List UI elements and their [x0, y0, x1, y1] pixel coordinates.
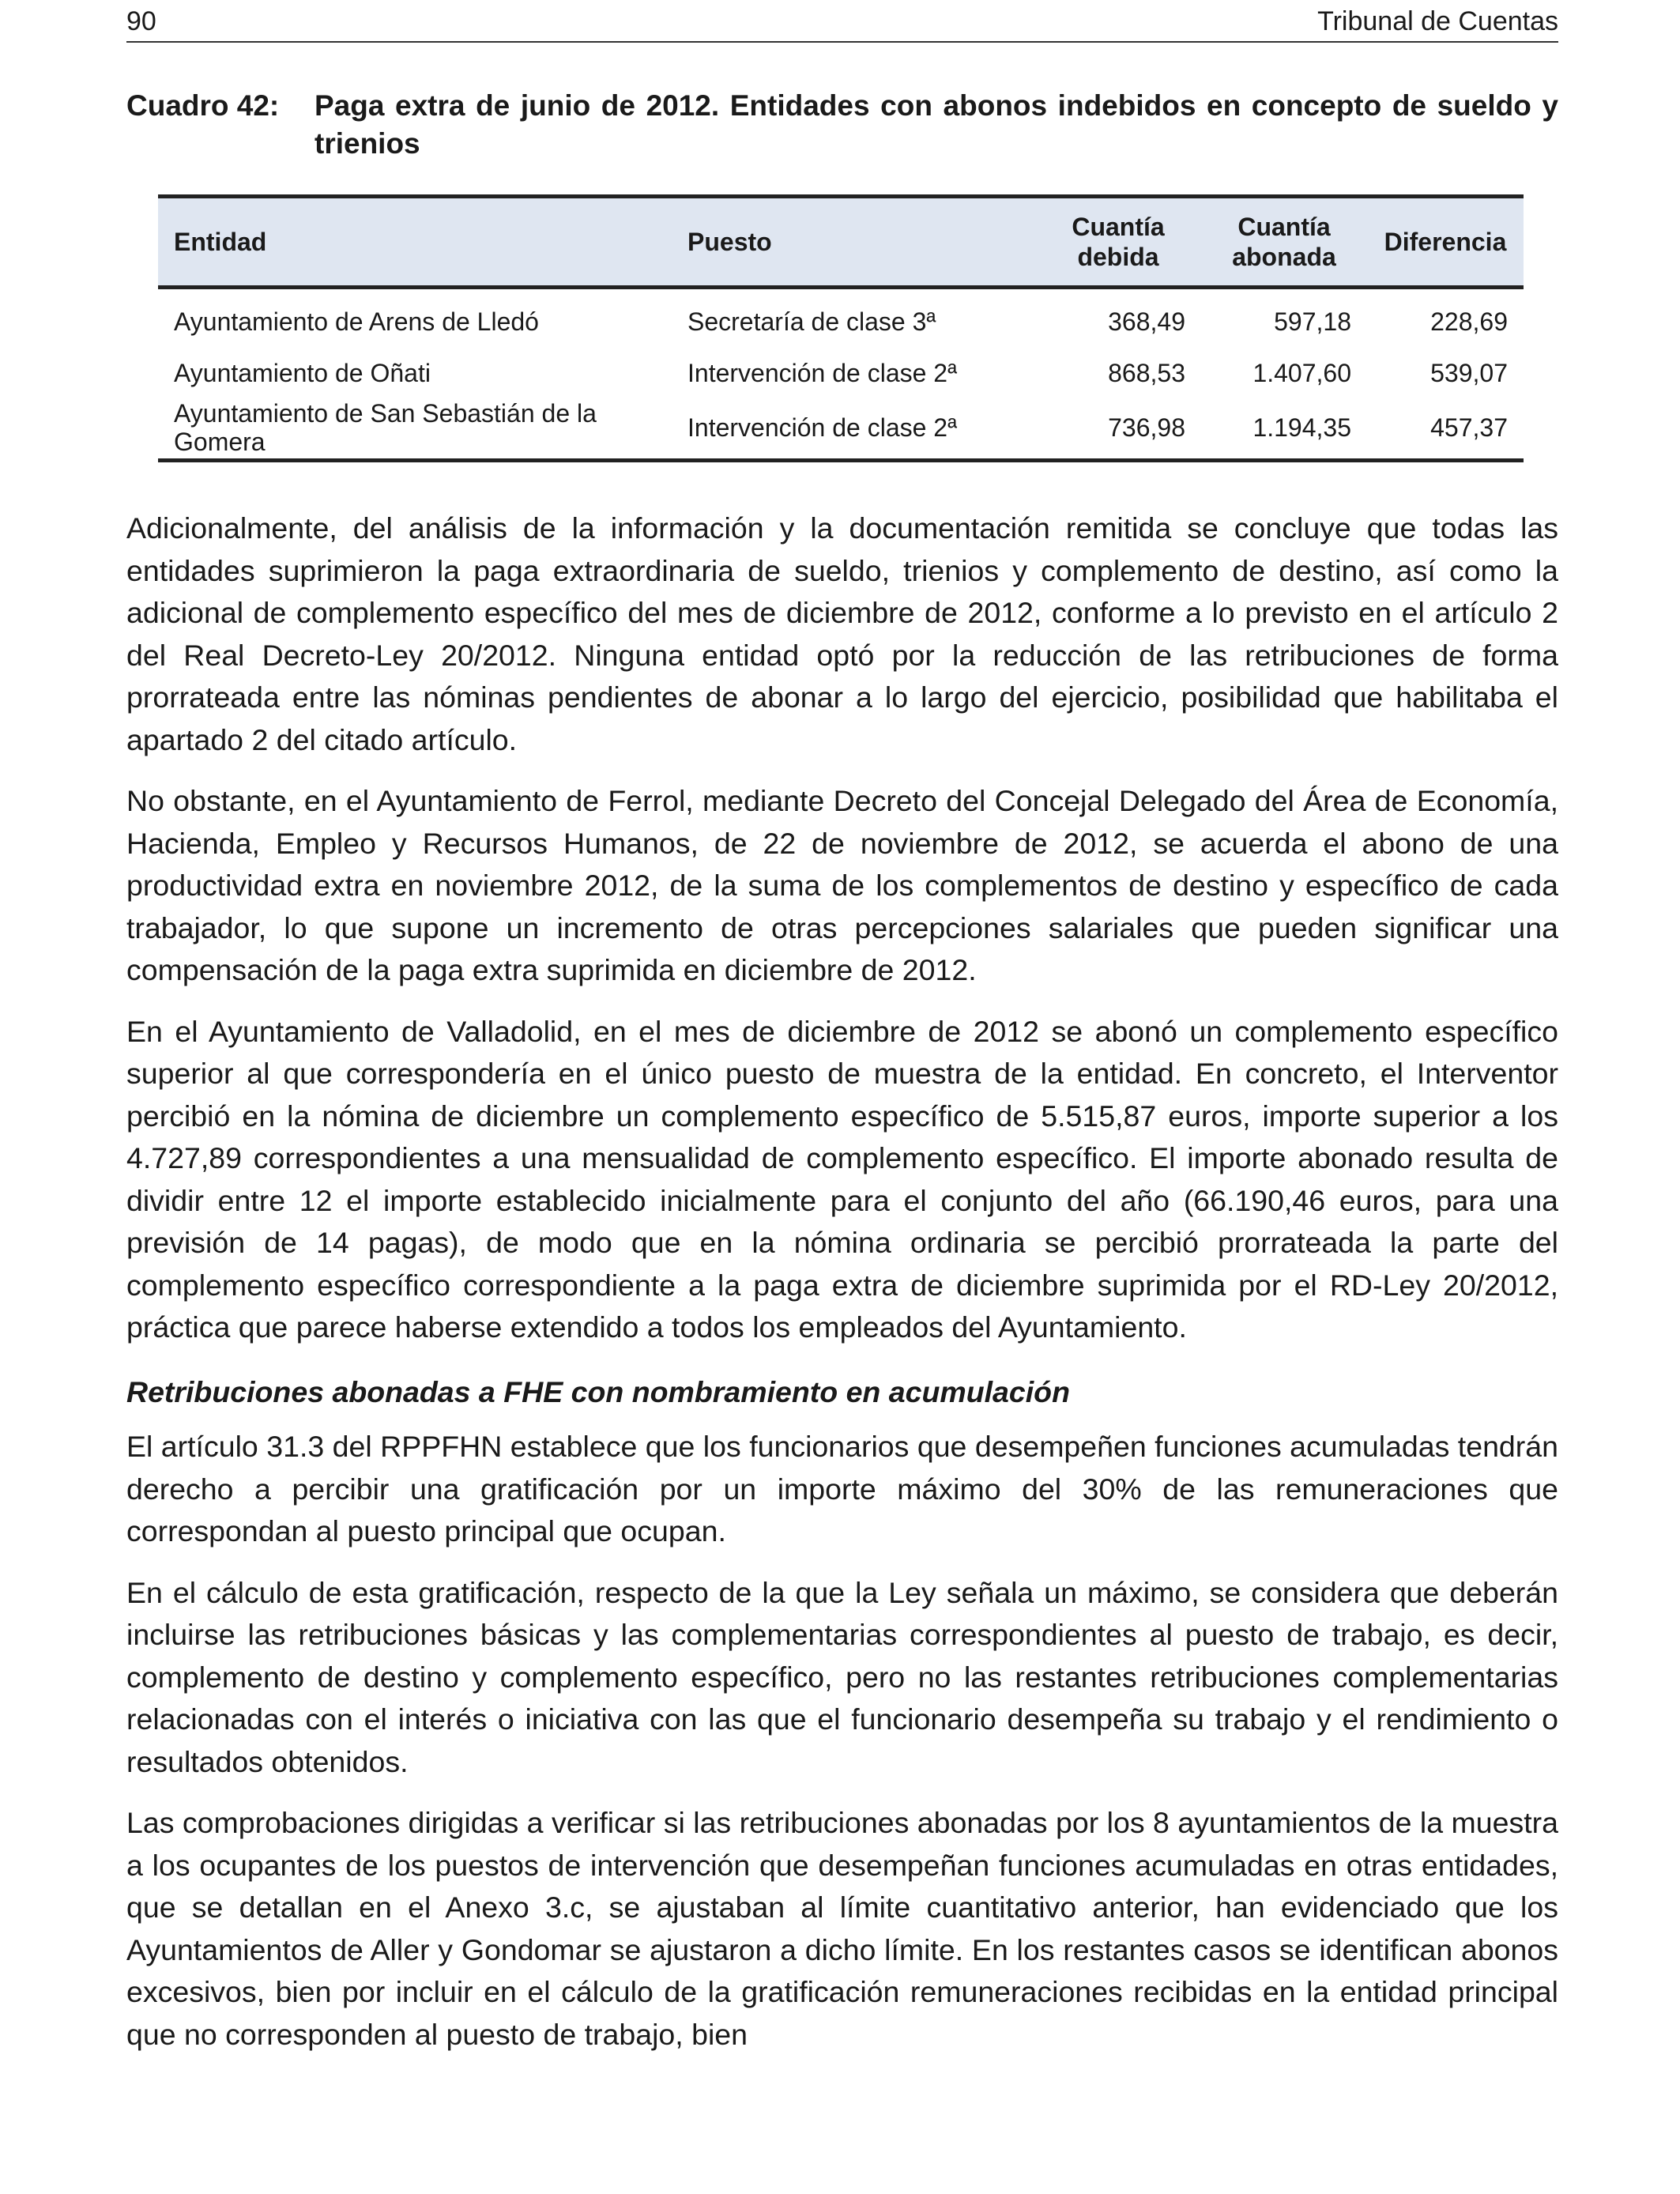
cell-entidad: Ayuntamiento de Oñati [174, 359, 431, 387]
cell-puesto: Intervención de clase 2ª [672, 397, 1035, 461]
paragraph: Las comprobaciones dirigidas a verificar si las retribuciones abonadas por los 8 ayuntamientos de la muestra a los ocupantes de los puestos de intervención que desempeñan funciones acumuladas en otras entidades, que se detallan en el Anexo 3.c, se ajustaban al límite cuantitativo anterior, han evidenciado que los Ayuntamientos de Aller y Gondomar se ajustaron a dicho límite. En los restantes casos se identifican abonos excesivos, bien por incluir en el cálculo de la gratificación remuneraciones recibidas en la entidad principal que no corresponden al puesto de trabajo, bien [126, 1806, 1558, 2051]
paragraph: Adicionalmente, del análisis de la información y la documentación remitida se concluye que todas las entidades suprimieron la paga extraordinaria de sueldo, trienios y complemento de destino, así como la adicional de complemento específico del mes de diciembre de 2012, conforme a lo previsto en el artículo 2 del Real Decreto-Ley 20/2012. Ninguna entidad optó por la reducción de las retribuciones de forma prorrateada entre las nóminas pendientes de abonar a lo largo del ejercicio, posibilidad que habilitaba el apartado 2 del citado artículo. [126, 511, 1558, 756]
page-number: 90 [126, 6, 156, 36]
cell-entidad: Ayuntamiento de San Sebastián de la Gomera [158, 397, 672, 461]
header-diferencia: Diferencia [1367, 197, 1524, 288]
page-header [126, 6, 1558, 43]
cell-cuantia-abonada: 1.407,60 [1252, 359, 1351, 387]
paragraph: En el cálculo de esta gratificación, respecto de la que la Ley señala un máximo, se considera que deberán incluirse las retribuciones básicas y las complementarias correspondientes al puesto de trabajo, es decir, complemento de destino y complemento específico, pero no las restantes retribuciones complementarias relacionadas con el interés o iniciativa con las que el funcionario desempeña su trabajo y el rendimiento o resultados obtenidos. [126, 1575, 1558, 1778]
cell-cuantia-debida: 736,98 [1035, 397, 1201, 461]
paragraph: El artículo 31.3 del RPPFHN establece que los funcionarios que desempeñen funciones acumuladas tendrán derecho a percibir una gratificación por un importe máximo del 30% de las remuneraciones que correspondan al puesto principal que ocupan. [126, 1430, 1558, 1547]
body-text [126, 507, 1558, 2075]
caption-title: Paga extra de junio de 2012. Entidades con abonos indebidos en concepto de sueldo y trienios [315, 89, 1558, 160]
cell-cuantia-abonada: 1.194,35 [1201, 397, 1367, 461]
cell-puesto: Secretaría de clase 3ª [687, 307, 936, 336]
paragraph: No obstante, en el Ayuntamiento de Ferrol, mediante Decreto del Concejal Delegado del Área de Economía, Hacienda, Empleo y Recursos Humanos, de 22 de noviembre de 2012, se acuerda el abono de una productividad extra en noviembre 2012, de la suma de los complementos de destino y específico de cada trabajador, lo que supone un incremento de otras percepciones salariales que pueden significar una compensación de la paga extra suprimida en diciembre de 2012. [126, 784, 1558, 986]
table-row [158, 397, 1524, 461]
table-header-row [158, 197, 1524, 288]
section-heading: Retribuciones abonadas a FHE con nombramiento en acumulación [126, 1374, 1070, 1408]
running-title: Tribunal de Cuentas [1317, 6, 1558, 36]
paragraph: En el Ayuntamiento de Valladolid, en el mes de diciembre de 2012 se abonó un complemento específico superior al que correspondería en el único puesto de muestra de la entidad. En concreto, el Interventor percibió en la nómina de diciembre un complemento específico de 5.515,87 euros, importe superior a los 4.727,89 correspondientes a una mensualidad de complemento específico. El importe abonado resulta de dividir entre 12 el importe establecido inicialmente para el conjunto del año (66.190,46 euros, para una previsión de 14 pagas), de modo que en la nómina ordinaria se percibió prorrateada la parte del complemento específico correspondiente a la paga extra de diciembre suprimida por el RD-Ley 20/2012, práctica que parece haberse extendido a todos los empleados del Ayuntamiento. [126, 1014, 1558, 1344]
cell-puesto: Intervención de clase 2ª [687, 359, 957, 387]
cell-cuantia-debida: 868,53 [1108, 359, 1185, 387]
header-cuantia-debida: Cuantía debida [1035, 197, 1201, 288]
header-puesto: Puesto [672, 197, 1035, 288]
cell-diferencia: 539,07 [1430, 359, 1508, 387]
header-cuantia-abonada: Cuantía abonada [1201, 197, 1367, 288]
cell-cuantia-abonada: 597,18 [1274, 307, 1351, 336]
cell-diferencia: 457,37 [1367, 397, 1524, 461]
cell-cuantia-debida: 368,49 [1108, 307, 1185, 336]
table-row [158, 349, 1524, 397]
cell-diferencia: 228,69 [1430, 307, 1508, 336]
table-row [158, 288, 1524, 350]
header-entidad: Entidad [158, 197, 672, 288]
data-table [158, 194, 1524, 462]
caption-number: Cuadro 42: [126, 89, 280, 122]
cell-entidad: Ayuntamiento de Arens de Lledó [174, 307, 539, 336]
